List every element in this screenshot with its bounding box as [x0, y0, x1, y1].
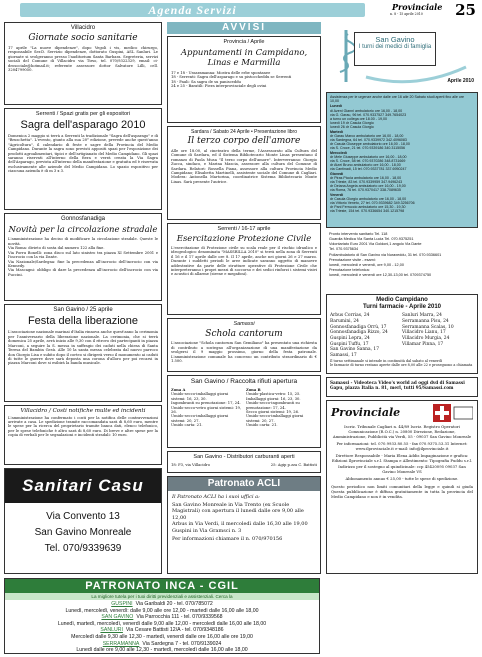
- inca-detail: Via Sardegna 7 - tel. 070/9139024: [142, 640, 222, 647]
- inca-detail: Mercoledì dalle 9,30 alle 12,30 - martedì, venerdì dalle ore 16,00 alle ore 19,00: [71, 633, 253, 640]
- inca-town: GUSPINI: [111, 601, 133, 607]
- list-item: Umido-secco-imballaggi giorni sistemi: 20, 27.: [246, 414, 304, 423]
- inca-line: [9, 634, 315, 641]
- zona-b-column: [246, 388, 317, 428]
- villacidro-multe-box: [4, 405, 162, 465]
- list-item: Umido-plastica-vetro: 15, 25.: [246, 392, 301, 397]
- inca-detail: Via Parrocchia 111 - tel. 070/9339568: [136, 614, 223, 621]
- acli-footer: Per informazioni chiamare il n. 070/970156: [172, 536, 283, 542]
- article-title: San Gavino / Raccolta rifiuti apertura: [190, 378, 298, 385]
- article-title: Villacidro / Costi notifiche multe ed incidenti: [20, 408, 146, 414]
- article-body: Alle ore 18.00, al cineteatro della terme, l'Assessorato alla Cultura del Comune di Sardara, ed il Sistema Bibliotecario Monte Linas presentano il romanzo di Paola Musa "Il terzo corpo dell'amore". Interverranno: Giorgio Zucca, sindaco, e Marina Mascia, assessore alla cultura del Comune di Sardara. Relatori: Rossella Piana, assessore alla cultura Provincia Medio Campidano; Elisabetta Martinelli, assistente sociale del Comune di Cagliari. Modera: Antonella Martorina, coordinatrice Sistema Bibliotecario Monte Linas. Sarà presente l'autrice.: [171, 148, 317, 184]
- list-item: 18 - Serrenti: Sagra dell'asparago e su pistoccheddu se Serrenti: [171, 75, 292, 80]
- town-label: Gonnosfanadiga: [60, 216, 106, 222]
- list-item: Umido carta: 21.: [246, 423, 278, 428]
- list-item: Via Roma: divieto di sosta dal numero 122 alla fine.: [8, 246, 105, 251]
- medico-row: via S. Croce, 58 tel. 070.9370286 348.8731669: [330, 159, 406, 164]
- farmacie-right: [402, 313, 474, 358]
- medici-rows: [330, 104, 474, 213]
- medico-title-box: [354, 32, 436, 66]
- list-item: Villamar Pinna, 17: [402, 341, 444, 347]
- list-item: Arbus Corrias, 24: [330, 313, 370, 319]
- inca-detail: Lunedì dalle ore 9,00 alle 12,30 - martedì, mercoledì dalle 16,00 alle 18,00: [76, 647, 248, 654]
- article-title: Sagra dell'asparago 2010: [20, 118, 146, 131]
- inca-detail: Lunedì, martedì, mercoledì, venerdì dalle 9,00 alle 12,00 - mercoledì dalle 16,00 alle 18,00: [57, 620, 267, 627]
- samassi-box: [167, 318, 321, 372]
- farmacie-box: [326, 294, 478, 374]
- list-item: Via Mascagni: obbligo di dare la precedenza all'incrocio dell'incrocio con via Puccini.: [8, 268, 158, 277]
- inca-detail: Lunedì, mercoledì, venerdì: dalle 9,00 alle ore 12,00 - martedì dalle 16,00 alle 18,00: [65, 607, 259, 614]
- medico-row: via Cantinadi, 15 tel. 070.9337781 337.6950247: [330, 167, 407, 172]
- medico-row: dr Casula Giuseppe ambulatorio ore 16,00 - 18,00: [330, 142, 410, 147]
- list-item: Guspini Lepra, 24: [330, 335, 370, 341]
- legal-header: [331, 404, 473, 422]
- header-issue: n. 8 - 15 aprile 2010: [390, 12, 423, 16]
- legal-text: Indirizzo per il sostegno al quindicinale: ccp 45420095 09037 San Gavino Monreale VS: [338, 464, 466, 475]
- inca-detail: Via Garibaldi 20 - tel. 070/785072: [135, 601, 213, 607]
- town-label: Serrenti / Spazi gratis per gli espositori: [35, 111, 131, 117]
- sanitari-ad: [4, 468, 162, 574]
- farmacie-subtitle: Turni farmacie - Aprile 2010: [362, 304, 442, 311]
- article-title: Appuntamenti in Campidano, Linas e Marmilla: [180, 47, 308, 68]
- pronto-line: Prenotazione visite - esami:: [329, 257, 376, 262]
- medico-row: dr Casula Giorgio ambulatorio ore 16,00 - 18,00: [330, 196, 407, 201]
- distributor-right: 25: Agip p.zza C. Battisti: [270, 462, 317, 467]
- article-body: L'esercitazione di Protezione civile su scala reale per il rischio idraulico e idrogeologico denominata "MASSRILLA 2010" si terrà nella zona di Serrenti il 16 e il 17 aprile dalle ore 8. Il 17 aprile, anche nei giorni 26 e 27 marzo. Durante i suddetti periodi le aree indicate saranno oggetto di manovre addestrative da parte delle strutture operative di Protezione Civile che interpreteranno i propri mezzi di soccorso e dei sedici rinforzi i sistemi visivi e acustici di allarme (sirene e megafoni).: [171, 245, 317, 277]
- medico-row: dr Mele Giuseppe ambulatorio ore 16,00 - 18,00: [330, 154, 407, 159]
- article-title: Schola cantorum: [205, 328, 283, 339]
- inca-line: [9, 608, 315, 615]
- sardara-box: [167, 126, 321, 220]
- list-item: Umido-secco-vetro giorni sistemi: 19, 26.: [171, 405, 242, 414]
- town-label: Serrenti / 16-17 aprile: [217, 226, 271, 232]
- legal-brand: Provinciale: [331, 405, 401, 419]
- list-item: Guspini Tuffu, 17: [330, 341, 369, 347]
- list-item: San Gavino Sanna, 17: [330, 347, 380, 353]
- zona-a-label: Zona A: [171, 387, 186, 392]
- pronto-line: Volontariato Euro 2001 Via Goldoni,1 angolo Via Dante: [329, 242, 422, 247]
- list-item: Sanluri Marra, 24: [402, 313, 442, 319]
- medico-row: dr Piras Piccia ambulatorio ore 16,00 - 18,00: [330, 175, 402, 180]
- medico-row: di Azeni Gianni ambulatorio ore 16,00 - 18,00: [330, 108, 403, 113]
- ad-phone: Tel. 070/9339639: [44, 543, 122, 554]
- medico-row: via G. Garau, 96 tel. 070.9337527 349.7654023: [330, 112, 407, 117]
- serrenti-box: [4, 108, 162, 210]
- inca-cgil-ad: [4, 578, 320, 654]
- article-title: Festa della liberazione: [27, 315, 139, 328]
- list-item: Serramanna Scalas, 10: [402, 324, 454, 330]
- legal-text: Iscriz. Tribunale Cagliari n. 44/89 Iscriz. Registro Operatori Comunicazione (R.O.C.) n. 20800 Direzione, Redazione, Amministrazione, Pubblicità via Verdi, 55 - 09037 San Gavino Monreale: [332, 424, 472, 439]
- list-item: 18 - Pauli: Sa sagra de su panisceddu: [171, 79, 241, 84]
- legal-text: Direttore Responsabile - Maria Elena Addis Impaginazione e grafica: Edizioni Ilprovinciale s.r.l. Stampa e Allestimento: Tipografia Puddu s.r.l.: [331, 452, 473, 463]
- list-item: Umido carta: 21.: [171, 423, 203, 428]
- sangavino-box: [4, 304, 162, 402]
- medico-title: San Gavino: [375, 35, 415, 44]
- article-title: Novità per la circolazione stradale: [8, 225, 158, 236]
- town-label: Villacidro: [70, 25, 96, 31]
- farmacie-note: Il turno settimanale si intende in continuità dal sabato al venerdì: [330, 359, 442, 364]
- article-title: San Gavino - Distributori carburanti aperti: [193, 454, 295, 460]
- zona-b-label: Zona B: [246, 387, 261, 392]
- list-item: San Gavino Monreale in Via Trento (ex Scuole Magistrali) con apertura il lunedì dalle ore 9,00 alle 12,00: [172, 501, 304, 521]
- acli-intro: Il Patronato ACLI ha i suoi uffici a:: [172, 494, 260, 500]
- list-item: Gonnosfanadiga Rizzo, 24: [330, 330, 388, 336]
- town-label: Provincia / Aprile: [223, 39, 265, 45]
- medico-row: dr Pani Ferruccio ambulatorio ore 15,30 - 19,30: [330, 205, 406, 210]
- cross-logo-icon: [433, 404, 473, 422]
- medico-row: lunedì 19 dr Casula Giorgio: [330, 121, 374, 126]
- list-item: Umido-secco-ingombranti su prenotazione: 17, 24.: [246, 401, 300, 410]
- medico-row: lunedì 26 dr Casula Giorgio: [330, 125, 374, 130]
- inca-line: [9, 601, 315, 608]
- inca-line: [9, 647, 315, 654]
- villacidro-box: [4, 22, 162, 105]
- pronto-line: Guardia Medica Via Santa Lucia Tel. 070.9375251: [329, 237, 414, 242]
- medico-row: via S. Croce, 21 tel. 070.9339186 340.3115056: [330, 146, 406, 151]
- gonnos-box: [4, 213, 162, 301]
- farmacie-left: [330, 313, 402, 358]
- inca-title: PATRONATO INCA - CGIL: [5, 579, 319, 593]
- list-item: Umido-secco-imballaggi giorni sistemi: 16, 23, 30.: [171, 392, 229, 401]
- list-item: 24 e 25 - Baratili: Fiera interprovinciale degli ovini: [171, 84, 267, 89]
- inca-line: [9, 614, 315, 621]
- inca-line: [9, 621, 315, 628]
- article-body: L'amministrazione ha deciso di modificare la circolazione stradale. Queste le novità.: [8, 237, 158, 246]
- pronto-line: Prenotazione telefonica:: [329, 267, 370, 272]
- article-body: Domenica 2 maggio si terrà a Serrenti la tradizionale "Sagra dell'asparago" e di "Bruschetta". L'evento, giunto alla sua 20° edizione, prevede anche quest'anno "Agricoltura", il calendario di feste e sagre della Provincia del Medio Campidano. Durante la sagra sono previsti appositi spazi per l'esposizione dei prodotti agroalimentari, tipici e dell'artigianato del Medio Campidano. Gli spazi saranno riservati all'interno della fiera e verrà creata la Via Sagra dell'Asparago, prevista all'interno della manifestazione e gratuita ed è riservata esclusivamente alle aziende del Medio Campidano. Lo spazio espositivo per ciascuna azienda è di m 3 x 3.: [8, 133, 158, 174]
- list-item: Via Nazionale/Sardegna: fine la precedenza all'incrocio dell'incrocio con via Kennedy.: [8, 259, 158, 268]
- medico-subtitle: I turni dei medici di famiglia: [358, 44, 432, 50]
- article-body: L'amministrazione ha confermato i costi per la notifica delle contravvenzioni arrivate a casa. Le spedizione tramite raccomandata sarà di 8,60 euro, mentre le spese per la ricerca del proprietario tramite banca dati, elenco telefonico, per le spese telefoniche è altro sarà di 8,60 euro. Di breve e altre spese per la copia di verbali per le segnalazioni e incidenti stradali: 10 euro.: [8, 415, 158, 438]
- distributor-left: 18: F3, via Villacidro: [171, 462, 210, 467]
- acli-title: Patronato ACLI: [168, 477, 320, 491]
- day-heading: Venerdì: [330, 192, 343, 197]
- pronto-box: [326, 230, 478, 292]
- article-title: Giornate socio sanitarie: [28, 33, 138, 44]
- article-body: L'associazione nazionale marinai d'Italia rinnova anche quest'anno la cerimonia per l'anniversario della liberazione nazionale. La cerimonia, che si terrà domenica 25 aprile, avrà inizio alle 9,30 con il ritrovo dei partecipanti in piazza Marconi, a seguire la S. messa in suffragio dei caduti nella chiesa di Santa Teresa del Bambin Gesù. Alle 10 la santa messa celebrata dal nuovo parroco don Giorgio Lisa e subito dopo il corteo si dirigerà verso il monumento ai caduti di tutte le guerre dove sarà deposta una corona d'alloro per poi recarsi in piazza Marconi dove si esibirà la banda musicale.: [8, 330, 158, 366]
- list-item: Serramanna Pisu, 24: [402, 319, 449, 324]
- medici-list: [326, 92, 478, 228]
- medico-row: via Trieste, 83 tel. 070.9339959 347.9496243: [330, 180, 403, 185]
- list-item: Gonnosfanadiga Orrù, 17: [330, 324, 387, 330]
- list-item: Villacidro Murgia, 24: [402, 335, 450, 341]
- town-label: Samassi: [233, 321, 255, 327]
- page-number: 25: [455, 1, 476, 19]
- medico-row: a turno un collega ore 18.00 - 19,00: [330, 117, 387, 122]
- article-body: 17 aprile "La nuove dipendenze", dopo Vegoli i vis, medico chirurgo, responsabile Ser.D. Servizio dipendenze, dottorato Guspini, ASL Sanluri. Le giornate si svolgeranno presso l'auditorium Santa Barbara. Segreteria, servizi sociali del Comune di Villacidro via Tirso, tel. 070/9322329, email: ci-drosociale@hotmail.it; referente assessore dottor Salvatore Lilli, cell. 3204799050.: [8, 45, 158, 73]
- farmacie-footer: le farmacie di turno restano aperte dalle ore 8,00 alle 22 e proseguono a chiamata: [330, 363, 473, 368]
- videoteca-box: Samassi - Videoteca Video's world ad oggi dvd di Samassi Gapu, piazza Italia n. 81, merl, tutti 95/Samassi.com: [326, 377, 478, 397]
- legal-text: Abbonamento annuo € 25,00 - tutte le spese di spedizione.: [345, 476, 459, 482]
- list-item: Via Porru Bonelli: zona disco sul lato sinistro tra piazza XI Settembre 2001 e l'incrocio con la via Dante.: [8, 250, 158, 260]
- inca-town: SERRAMANNA: [102, 640, 140, 647]
- article-body: L'associazione "Schola cantorum San Gemiliano" ha presentato una richiesta di contributo a sostegno all'organizzazione di una manifestazione da svolgersi il 9 maggio prossimo, giorno della festa patronale. L'amministrazione comunale ha concesso un contributo straordinario di € 1.500.: [171, 341, 317, 364]
- ad-address: Via Convento 13: [46, 511, 120, 522]
- page-header: [0, 0, 482, 20]
- list-item: Umido-secco-imballaggi giorni sistemi: 20, 27.: [171, 414, 229, 423]
- inca-lines: [5, 600, 319, 654]
- medico-month: Aprile 2010: [447, 78, 474, 84]
- inca-line: [9, 641, 315, 648]
- ad-town: San Gavino Monreale: [34, 527, 132, 538]
- protezione-civile-box: [167, 223, 321, 315]
- legal-text: Questo periodico non limiti comunitari della legge e quindi si giuda Questa pubblicazione è diffusa gratuitamente in tutta la provincia del Medio Campidano e non è in vendita.: [331, 484, 473, 500]
- day-heading: Lunedì: [330, 104, 342, 109]
- medico-row: dr Deiana Angela ambulatorio ore 16,00 - 19,00: [330, 184, 406, 189]
- pronto-line: Poliambulatorio di San Gavino via Nuraxeddu, 31 tel. 070.9336601: [329, 252, 442, 257]
- list-item: Arbus in Via Verdi, il mercoledì dalle 16,30 alle 19,00: [172, 521, 308, 527]
- town-label: San Gavino / 25 aprile: [53, 307, 113, 313]
- medico-row: via Trieste, 154 tel. 070.9336654 340.1215798: [330, 209, 405, 214]
- day-heading: Giovedì: [330, 171, 344, 176]
- list-item: Barumini, 24: [330, 319, 359, 324]
- day-heading: Martedì: [330, 129, 343, 134]
- header-logo: Provinciale: [392, 2, 443, 12]
- medico-intro: Assistenza per le urgenze anche dalle ore 16 alle 20 Sabato studi aperti fino alle ore 10,00: [330, 95, 465, 104]
- pronto-line: lunedì, mercoledì e venerdì ore 12,30-13,00 tel. 0709374750: [329, 273, 432, 277]
- ad-brand: Sanitari Casu: [5, 469, 161, 503]
- article-title: Il terzo corpo dell'amore: [187, 136, 301, 146]
- inca-town: SANLURI: [100, 627, 123, 634]
- farmacie-title: Medio Campidano: [376, 297, 428, 303]
- pronto-line: Tel. 070.9375634: [329, 247, 359, 252]
- zona-a-column: [171, 388, 242, 428]
- legal-text: Per informazioni: tel. 070.9933.80.55 - fax 070.9375.53.31 Internet: www.ilprovinciale.it e-mail: info@ilprovinciale.it: [336, 440, 468, 451]
- list-item: Guspini in Via Gramsci n. 3: [172, 527, 242, 534]
- avvisi-banner: AVVISI: [167, 22, 321, 34]
- pronto-line: Pronto intervento sanitario Tel. 118: [329, 232, 388, 236]
- acli-box: [167, 476, 321, 574]
- list-item: Secco giorni sistemi: 19, 26.: [246, 409, 300, 414]
- inca-detail: Via Cesare Battisti 12/A - tel. 070/9348186: [125, 627, 224, 634]
- appuntamenti-box: [167, 36, 321, 123]
- medico-banner: [326, 22, 478, 90]
- medico-row: via Roma, 76 tel. 070.9370417 338.7089635: [330, 188, 401, 193]
- medico-row: via Vittorio Veneto, 27 tel. 070.9339682 349.3256706: [330, 201, 415, 206]
- day-heading: Mercoledì: [330, 150, 347, 155]
- inca-line: [9, 627, 315, 634]
- legal-box: [326, 400, 478, 574]
- header-title: Agenda Servizi: [148, 3, 237, 17]
- list-item: Ingombranti su prenotazione: 17, 24.: [171, 401, 241, 406]
- article-title: Esercitazione Protezione Civile: [176, 233, 312, 244]
- medico-row: dr Garau Marco ambulatorio ore 16,00 - 18,00: [330, 133, 404, 138]
- list-item: Villacidro Lianu, 17: [402, 330, 446, 336]
- list-item: Samassi, 17: [330, 352, 357, 358]
- list-item: Imballaggi giorni: 16, 23, 30.: [246, 396, 301, 401]
- distributori-box: [167, 451, 321, 473]
- rifiuti-box: [167, 375, 321, 448]
- inca-town: SAN GAVINO: [101, 614, 134, 621]
- pronto-line: lunedì, mercoledì e venerdì, ore 9,00 - 12,00: [329, 262, 404, 267]
- inca-subtitle: La migliore tutela per i tuoi diritti previdenziali e assistenziali. Cerca la: [5, 593, 319, 600]
- list-item: 17 e 18 - Ussaramanna: Mostra delle erbe spontanee: [171, 70, 271, 75]
- town-label: Sardara / Sabato 24 Aprile • Presentazione libro: [191, 129, 297, 135]
- medico-row: dr Atzei Bruno ambulatorio ore 16,00 - 18,00: [330, 163, 401, 168]
- medico-row: via Sardegna, 64 tel. 070.9339972 342.4096083: [330, 138, 407, 143]
